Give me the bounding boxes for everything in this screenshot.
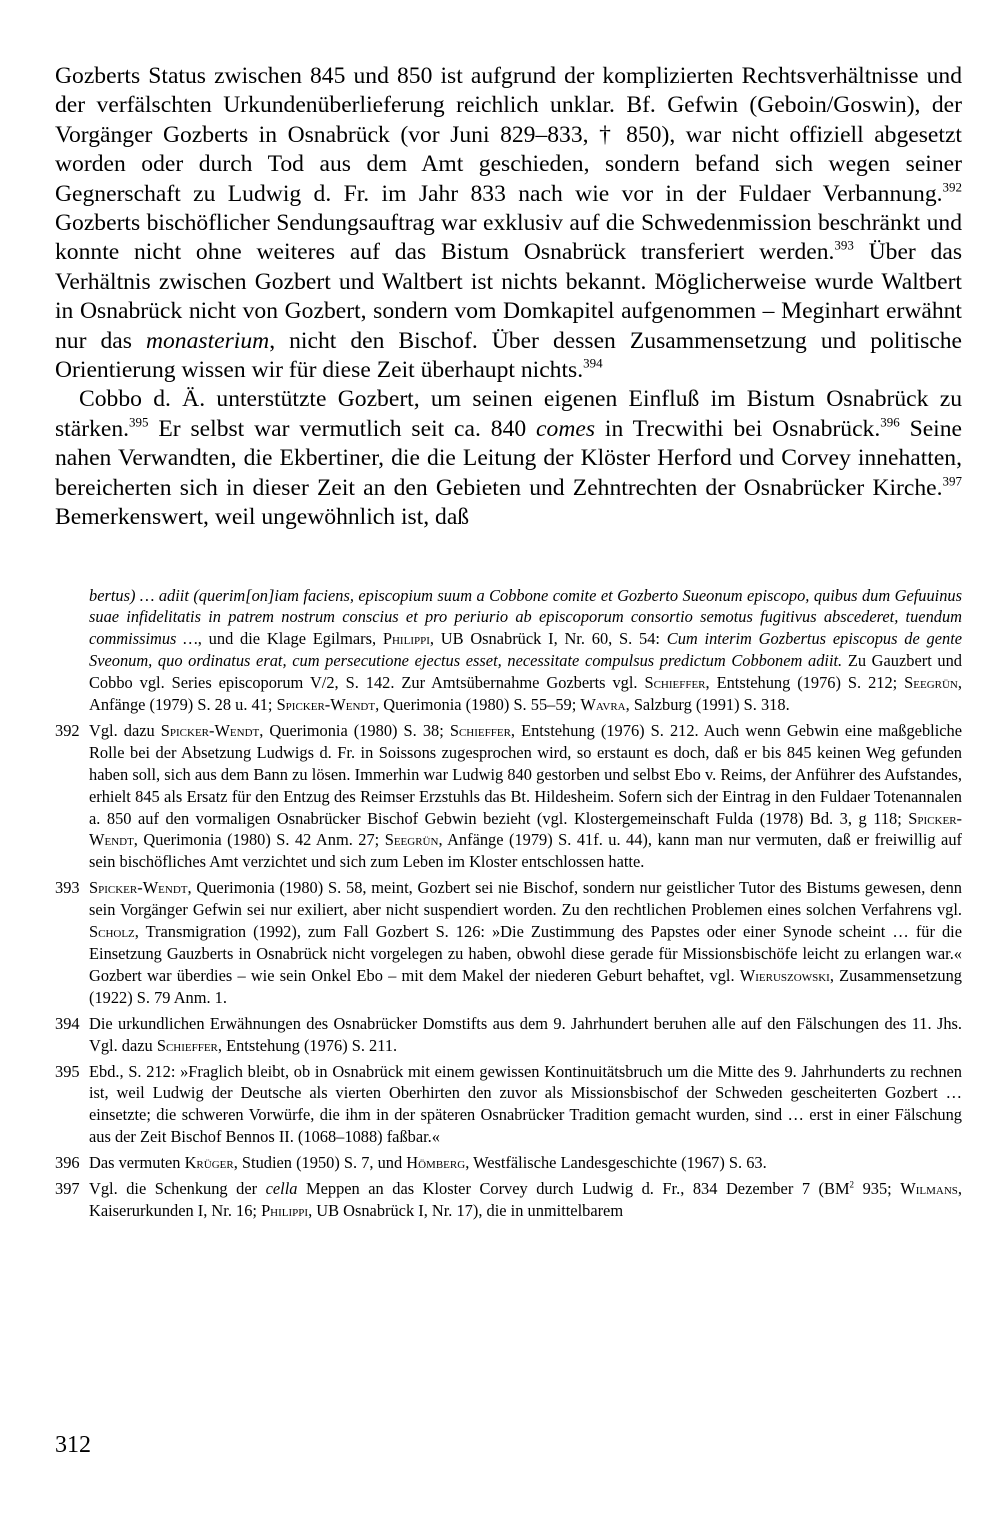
footnote-ref: 395 [129, 414, 149, 430]
text-run: , UB Osnabrück I, Nr. 60, S. 54: [429, 629, 667, 649]
footnote-number: 396 [55, 1153, 80, 1173]
text-run: , und die Klage Egilmars, [197, 629, 383, 649]
text-run: Gozberts Status zwischen 845 und 850 ist aufgrund der komplizierten Rechtsverhältnisse und der verfälschten Urkundenüberlieferung reichlich unklar. Bf. Gefwin (Geboin/Goswin), der Vorgänger Gozberts in Osnabrück (vor Juni 829–833, † 850), war nicht offiziell abgesetzt worden oder durch Tod aus dem Amt geschieden, sondern befand sich wegen seiner Gegnerschaft zu Ludwig d. Fr. im Jahr 833 nach wie vor in der Fuldaer Verbannung. [55, 63, 962, 207]
text-run: Bemerkenswert, weil ungewöhnlich ist, daß [55, 504, 470, 531]
footnote-number: 392 [55, 720, 80, 740]
text-run: Er selbst war vermutlich seit ca. 840 [148, 415, 537, 442]
footnote-number: 393 [55, 878, 80, 898]
text-run: Vgl. die Schenkung der [89, 1179, 266, 1199]
author-name: Schieffer [449, 720, 511, 740]
author-name: Schieffer [644, 673, 706, 693]
text-run: Vgl. dazu [89, 720, 161, 740]
author-name: Krüger [184, 1153, 234, 1173]
author-name: Hömberg [406, 1153, 466, 1173]
text-run: 935; [854, 1179, 901, 1199]
footnote [55, 1061, 962, 1149]
text-run: , Querimonia (1980) S. 42 Anm. 27; [133, 830, 385, 850]
footnote [55, 1152, 962, 1174]
text-run: Zu Gauzbert und Cobbo vgl. Series episcoporum V/2, S. 142. Zur Amtsübernahme Gozberts vgl. [89, 651, 962, 693]
italic-text: Cum interim Gozbertus episcopus de gente Sveonum, quo ordinatus erat, cum persecutione ejectus esset, necessitate compulsus predictum Cobbonem adiit. [89, 629, 963, 671]
text-run: , UB Osnabrück I, Nr. 17), die in unmittelbarem [308, 1200, 624, 1220]
footnote-ref: 396 [880, 414, 900, 430]
text-run: , Transmigration (1992), zum Fall Gozbert S. 126: »Die Zustimmung des Papstes oder einer Synode scheint … für die Einsetzung Gauzberts in Osnabrück nicht vorgelegen zu haben, obwohl diese gerade für Missionsbischöfe leicht zu erlangen war.« Gozbert war überdies – wie sein Onkel Ebo – mit dem Makel der niederen Geburt behaftet, vgl. [89, 922, 962, 985]
text-run: Über das Verhältnis zwischen Gozbert und Waltbert ist nichts bekannt. Möglicherweise wurde Waltbert in Osnabrück nicht von Gozbert, sondern vom Domkapitel aufgenommen – Meginhart erwähnt nur das [55, 239, 962, 354]
author-name: Philippi [261, 1200, 309, 1220]
text-run: , nicht den Bischof. Über dessen Zusammensetzung und politische Orientierung wissen wir für diese Zeit überhaupt nichts. [55, 327, 962, 384]
author-name: Seegrün [384, 830, 439, 850]
footnote-ref: 397 [942, 472, 962, 488]
italic-text: cella [265, 1179, 298, 1199]
footnote-continuation [55, 585, 962, 716]
main-text [55, 62, 962, 533]
footnote [55, 877, 962, 1008]
text-run: Gozberts bischöflicher Sendungsauftrag war exklusiv auf die Schwedenmission beschränkt und konnte nicht ohne weiteres auf das Bistum Osnabrück transferiert werden. [55, 210, 962, 266]
author-name: Seegrün [904, 673, 958, 693]
text-run: , Entstehung (1976) S. 211. [217, 1035, 398, 1055]
author-name: Spicker-Wendt [89, 808, 962, 850]
footnote-ref: 394 [583, 355, 603, 371]
author-name: Spicker-Wendt [89, 878, 188, 898]
footnote-number: 397 [55, 1179, 80, 1199]
text-run: , Anfänge (1979) S. 28 u. 41; [89, 673, 962, 715]
text-run: Seine nahen Verwandten, die Ekbertiner, die die Leitung der Klöster Herford und Corvey innehatten, bereicherten sich in dieser Zeit an den Gebieten und Zehntrechten der Osnabrücker Kirche. [55, 415, 962, 501]
text-run: , Westfälische Landesgeschichte (1967) S. 63. [465, 1153, 767, 1173]
author-name: Spicker-Wendt [276, 695, 376, 715]
text-run: , Querimonia (1980) S. 55–59; [375, 695, 581, 715]
footnote [55, 1013, 962, 1057]
text-run: Die urkundlichen Erwähnungen des Osnabrücker Domstifts aus dem 9. Jahrhundert beruhen alle auf den Fälschungen des 11. Jhs. Vgl. dazu [89, 1013, 962, 1055]
text-run: Das vermuten [89, 1153, 185, 1173]
text-run: Meppen an das Kloster Corvey durch Ludwig d. Fr., 834 Dezember 7 (BM [297, 1179, 850, 1199]
author-name: Philippi [382, 629, 430, 649]
footnote [55, 1178, 962, 1222]
text-run: , Entstehung (1976) S. 212; [705, 673, 905, 693]
text-run: , Querimonia (1980) S. 38; [259, 720, 450, 740]
body-paragraph-2 [55, 385, 962, 532]
footnotes [55, 585, 962, 1222]
text-run: in Trecwithi bei Osnabrück. [595, 415, 881, 442]
italic-text: comes [536, 415, 596, 442]
text-run: Ebd., S. 212: »Fraglich bleibt, ob in Osnabrück mit einem gewissen Kontinuitätsbruch um die Mitte des 9. Jahrhunderts zu rechnen ist, weil Ludwig der Deutsche als vierten Oberhirten den zuvor als Missionsbischof der Schweden gescheiterten Gozbert … einsetzte; die schweren Vorwürfe, die ihm in der späteren Osnabrücker Tradition gemacht wurden, sind … erst in einer Fälschung aus der Zeit Bischof Bennos II. (1068–1088) faßbar.« [89, 1061, 962, 1147]
footnote-ref: 2 [849, 1179, 855, 1190]
text-run: , Salzburg (1991) S. 318. [625, 695, 790, 715]
footnote-number: 395 [55, 1061, 80, 1081]
author-name: Wilmans [900, 1179, 958, 1199]
text-run: , Querimonia (1980) S. 58, meint, Gozbert sei nie Bischof, sondern nur geistlicher Tutor des Bistums gewesen, denn sein Vorgänger Gefwin sei nur exiliert, aber nicht suspendiert worden. Zu den rechtlichen Problemen eines solchen Verfahrens vgl. [89, 878, 962, 920]
author-name: Wavra [580, 695, 626, 715]
author-name: Schieffer [156, 1035, 218, 1055]
italic-text: bertus) … adiit (querim[on]iam faciens, episcopium suum a Cobbone comite et Gozberto Sueonum episcopo, quibus dum Gefuuinus suae infidelitatis in patrem nostrum conscius et pro periurio ab episcoporum consortio semotus fugitivus abscederet, tuendum commissimus … [89, 585, 962, 649]
text-run: , Anfänge (1979) S. 41f. u. 44), kann man nur vermuten, daß er freiwillig auf sein bischöfliches Amt verzichtet und sich zum Leben im Kloster entschlossen hatte. [89, 830, 962, 872]
page-number: 312 [55, 1432, 91, 1458]
text-run: , Zusammensetzung (1922) S. 79 Anm. 1. [89, 965, 962, 1007]
text-run: , Entstehung (1976) S. 212. Auch wenn Gebwin eine maßgebliche Rolle bei der Absetzung Ludwigs d. Fr. in Soissons zugesprochen wird, so erstaunt es doch, daß er bis 845 keinen Weg gefunden haben soll, sich aus dem Bann zu lösen. Immerhin war Ludwig 840 gestorben und selbst Ebo v. Reims, der Anführer des Aufstandes, erhielt 845 als Ersatz für den Entzug des Reimser Erzstuhls das Bt. Hildesheim. Sofern sich der Eintrag in den Fuldaer Totenannalen a. 850 auf den vormaligen Osnabrücker Bischof Gebwin bezieht (vgl. Klostergemeinschaft Fulda (1978) Bd. 3, g 118; [89, 720, 962, 828]
author-name: Scholz [89, 922, 135, 942]
footnote-number: 394 [55, 1013, 80, 1033]
footnote-ref: 392 [942, 178, 962, 194]
author-name: Spicker-Wendt [160, 720, 260, 740]
text-run: Cobbo d. Ä. unterstützte Gozbert, um seinen eigenen Einfluß im Bistum Osnabrück zu stärken. [55, 386, 962, 442]
text-run: , Studien (1950) S. 7, und [233, 1153, 407, 1173]
author-name: Wieruszowski [739, 965, 830, 985]
footnote-ref: 393 [834, 237, 854, 253]
page-content [55, 62, 962, 1226]
italic-text: monasterium [145, 327, 270, 354]
text-run: , Kaiserurkunden I, Nr. 16; [89, 1179, 962, 1220]
body-paragraph-1 [55, 62, 962, 385]
footnote [55, 720, 962, 873]
